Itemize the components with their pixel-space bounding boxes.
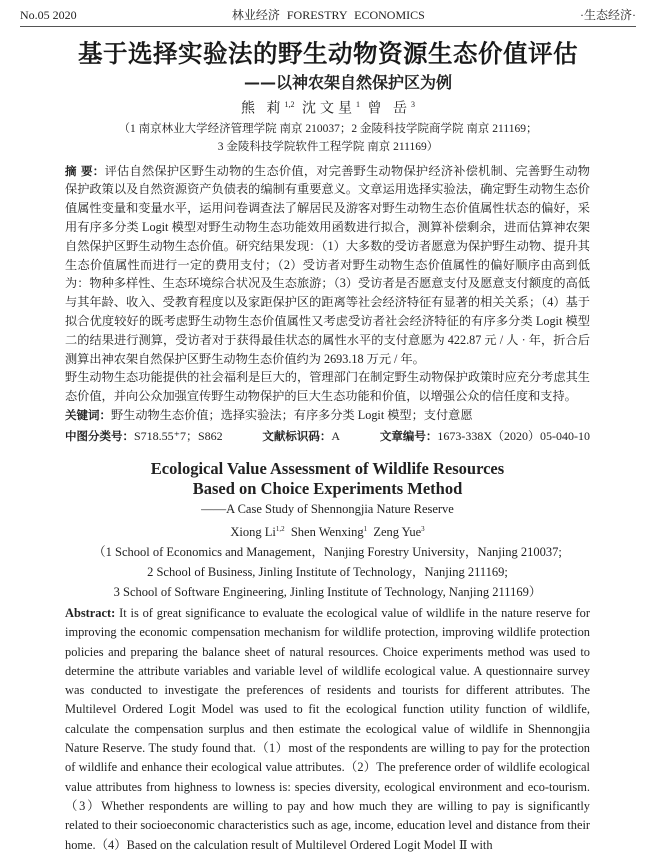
en-authors [65,519,590,542]
en-abstract [65,604,590,855]
zh-authors [20,95,636,120]
abstract-label: 摘 要： [65,163,105,178]
author: 沈文星 [302,101,356,117]
clc-value: S718.55⁺7；S862 [134,428,223,443]
en-subtitle: ——A Case Study of Shennongjia Nature Reserve [201,501,454,516]
author-sup: 3 [421,524,425,533]
doc-code-label: 文献标识码： [262,428,332,443]
en-title-line: Ecological Value Assessment of Wildlife Resources [150,458,505,478]
en-title-line: Based on Choice Experiments Method [192,478,463,498]
doc-code-value: A [331,428,341,443]
section-name: ·生态经济· [580,8,636,22]
zh-subtitle: ——以神农架自然保护区为例 [243,73,452,92]
author: Xiong Li [230,524,276,539]
zh-affiliation: 3 金陵科技学院软件工程学院 南京 211169） [217,140,439,153]
running-header [20,4,636,27]
author: Shen Wenxing [290,524,364,539]
en-affiliation: 2 School of Business, Jinling Institute of Technology，Nanjing 211169; [147,564,508,579]
en-affiliation: （1 School of Economics and Management，Nanjing Forestry University，Nanjing 210037; [93,544,562,559]
article-id-value: 1673-338X（2020）05-040-10 [437,428,590,443]
author: Zeng Yue [373,524,422,539]
abstract-text-2: 野生动物生态功能提供的社会福利是巨大的，管理部门在制定野生动物保护政策时应充分考虑其生态价值，并向公众加强宣传野生动物保护的巨大生态功能和价值，以增强公众的信任度和支持。 [65,370,590,404]
author-sup: 1 [356,100,360,109]
zh-title: 基于选择实验法的野生动物资源生态价值评估 [78,39,578,68]
abstract-label: Abstract: [65,605,116,620]
abstract-text: It is of great significance to evaluate the ecological value of wildlife in the nature reserve for improving the economic compensation mechanism for wildlife protection, improving wildlife protection policies and preparing the balance sheet of natural resources. Choice experiments method was used to determine the attribute variables and variable level of wildlife ecological value. A questionnaire survey was conducted to investigate the preferences of residents and tourists for different attributes. The Multilevel Ordered Logit Model was used to fit the ecological function utility function of wildlife, calculate the compensation surplus and then estimate the ecological value of wildlife in Shennongjia Nature Reserve. The study found that.（1）most of the respondents are willing to pay for the protection of wildlife and enhance their ecological value attributes.（2）The preference order of wildlife ecological value attributes from highness to lowness is: species diversity, ecological environment and eco-tourism.（3）Whether respondents are willing to pay and how much they are willing to pay is significantly related to their socioeconomic characteristics such as age, income, education level and distance from their home.（4）Based on the calculation result of Multilevel Ordered Logit Model Ⅱ with [65,605,591,852]
journal-name: 林业经济 FORESTRY ECONOMICS [231,8,425,22]
zh-abstract [65,162,590,425]
author-sup: 1,2 [284,100,295,109]
author-sup: 3 [411,100,415,109]
author: 熊 莉 [241,101,285,117]
author: 曾 岳 [367,101,411,117]
issue-number: No.05 2020 [20,8,77,22]
author-sup: 1,2 [275,524,285,533]
zh-affiliation: （1 南京林业大学经济管理学院 南京 210037；2 金陵科技学院商学院 南京 211169； [118,122,538,135]
keywords-label: 关键词： [65,408,111,423]
author-sup: 1 [363,524,368,533]
clc-label: 中图分类号： [65,428,134,443]
keywords: 野生动物生态价值；选择实验法；有序多分类 Logit 模型；支付意愿 [111,408,473,423]
abstract-text: 评估自然保护区野生动物的生态价值，对完善野生动物保护经济补偿机制、完善野生动物保护政策以及自然资源资产负债表的编制有重要意义。文章运用选择实验法，确定野生动物生态价值属性变量和变量水平，运用问卷调查法了解居民及游客对野生动物生态价值属性状态的偏好，采用有序多分类 Logit 模型对野生动物生态功能效用函数进行拟合，测算补偿剩余，进而估算神农架自然保护区野生动物生态价值。研究结果发现：（1）大多数的受访者愿意为保护野生动物、提升其生态价值属性而进行一定的费用支付；（2）受访者对野生动物生态价值属性的偏好顺序由高到低为：物种多样性、生态环境综合状况及生态旅游；（3）受访者是否愿意支付及愿意支付额度的高低与其年龄、收入、受教育程度以及家距保护区的距离等社会经济特征有显著的相关关系；（4）基于拟合优度较好的既考虑野生动物生态价值属性又考虑受访者社会经济特征的有序多分类 Logit 模型二的结果进行测算，受访者对于获得最佳状态的属性水平的支付意愿为 422.87 元 / 人 · 年，折合后测算出神农架自然保护区野生动物生态价值约为 2693.18 万元 / 年。 [65,163,590,366]
article-id-label: 文章编号： [379,428,438,443]
classification-line [65,427,590,445]
en-title [65,459,590,499]
en-affiliation: 3 School of Software Engineering, Jinling Institute of Technology, Nanjing 211169） [113,584,542,599]
